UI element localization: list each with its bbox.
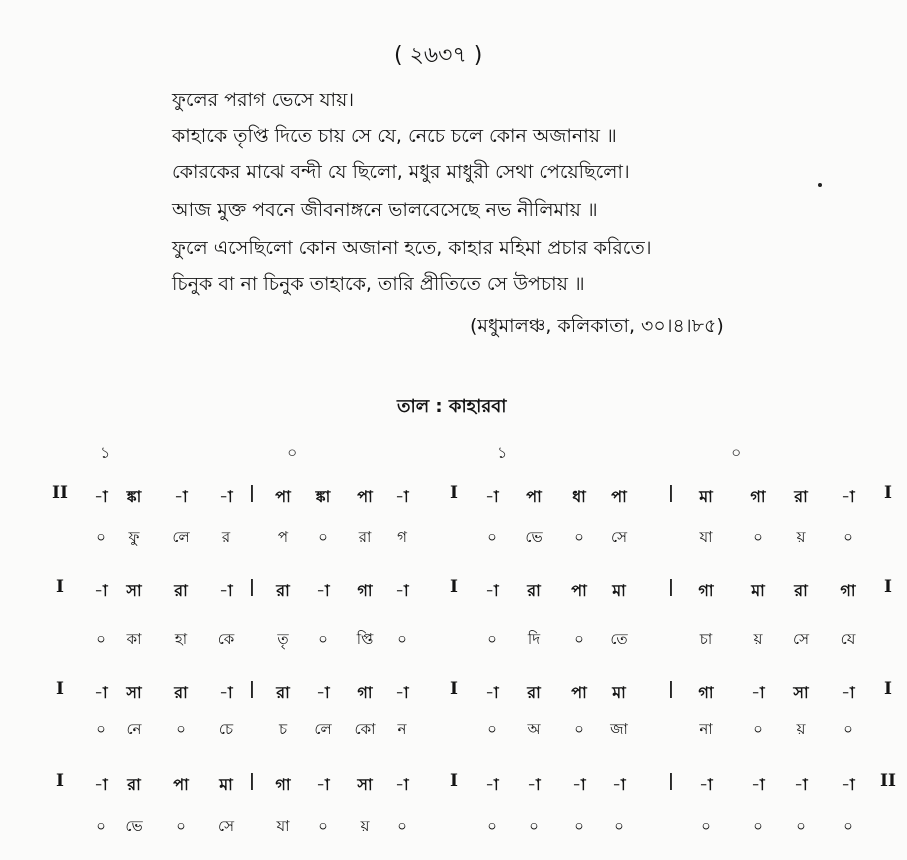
bar-line: | xyxy=(667,483,675,503)
lyric-syllable: ০ xyxy=(487,630,497,648)
swara-cell: গা xyxy=(275,775,291,794)
swara-cell: -া xyxy=(485,581,499,600)
lyric-syllable: তে xyxy=(610,630,628,648)
swara-cell: -া xyxy=(572,775,586,794)
source-credit: (মধুমালঞ্চ, কলিকাতা, ৩০।৪।৮৫) xyxy=(470,315,724,337)
bar-line: | xyxy=(248,577,256,597)
swara-cell: -া xyxy=(219,683,233,702)
lyric-syllable: ০ xyxy=(397,630,407,648)
bar-line: II xyxy=(880,771,896,791)
lyric-line-4: আজ মুক্ত পবনে জীবনাঙ্গনে ভালবেসেছে নভ নীলিমায় ॥ xyxy=(172,199,598,221)
swara-cell: -া xyxy=(841,775,855,794)
lyric-syllable: ০ xyxy=(487,528,497,546)
lyric-line-5: ফুলে এসেছিলো কোন অজানা হতে, কাহার মহিমা প্রচার করিতে। xyxy=(172,237,652,259)
swara-cell: -া xyxy=(395,683,409,702)
bar-line: I xyxy=(884,679,892,699)
lyric-syllable: র xyxy=(221,528,231,546)
lyric-syllable: লে xyxy=(314,720,332,738)
swara-cell: সা xyxy=(126,683,142,702)
ink-speck xyxy=(818,183,822,187)
swara-cell: রা xyxy=(276,683,290,702)
swara-cell: -া xyxy=(395,775,409,794)
swara-cell: সা xyxy=(126,581,142,600)
bar-line: | xyxy=(248,679,256,699)
swara-cell: পা xyxy=(571,581,587,600)
lyric-syllable: য় xyxy=(796,528,806,546)
beat-marker: ০ xyxy=(287,443,298,462)
swara-cell: -া xyxy=(316,581,330,600)
bar-line: | xyxy=(667,771,675,791)
swara-cell: -া xyxy=(395,487,409,506)
swara-cell: ঙ্কা xyxy=(126,487,142,506)
lyric-syllable: হা xyxy=(174,630,188,648)
lyric-syllable: য় xyxy=(796,720,806,738)
lyric-syllable: চে xyxy=(218,720,234,738)
lyric-syllable: সে xyxy=(611,528,627,546)
swara-cell: সা xyxy=(357,775,373,794)
lyric-line-6: চিনুক বা না চিনুক তাহাকে, তারি প্রীতিতে সে উপচায় ॥ xyxy=(172,273,585,295)
lyric-syllable: রা xyxy=(358,528,372,546)
lyric-syllable: ন xyxy=(397,720,407,738)
lyric-syllable: ০ xyxy=(96,528,106,546)
lyric-syllable: ০ xyxy=(487,720,497,738)
swara-cell: পা xyxy=(571,683,587,702)
lyric-syllable: ০ xyxy=(96,817,106,835)
swara-cell: গা xyxy=(357,581,373,600)
lyric-syllable: কে xyxy=(217,630,235,648)
lyric-syllable: ফু xyxy=(128,528,140,546)
lyric-syllable: চ xyxy=(278,720,288,738)
swara-cell: ঙ্কা xyxy=(315,487,331,506)
lyric-syllable: তৃ xyxy=(277,630,289,648)
lyric-syllable: ০ xyxy=(318,528,328,546)
lyric-syllable: ০ xyxy=(397,817,407,835)
swara-cell: -া xyxy=(485,487,499,506)
lyric-syllable: যে xyxy=(840,630,856,648)
swara-cell: -া xyxy=(699,775,713,794)
bar-line: I xyxy=(56,679,64,699)
swara-cell: মা xyxy=(751,581,765,600)
lyric-syllable: ০ xyxy=(614,817,624,835)
swara-cell: -া xyxy=(219,487,233,506)
bar-line: I xyxy=(450,679,458,699)
swara-cell: গা xyxy=(840,581,856,600)
swara-cell: রা xyxy=(527,683,541,702)
swara-cell: পা xyxy=(275,487,291,506)
swara-cell: ধা xyxy=(572,487,586,506)
bar-line: | xyxy=(248,483,256,503)
taal-label: তাল : কাহারবা xyxy=(397,396,507,417)
bar-line: I xyxy=(56,577,64,597)
lyric-syllable: না xyxy=(699,720,713,738)
lyric-syllable: যা xyxy=(276,817,290,835)
lyric-syllable: কো xyxy=(354,720,376,738)
bar-line: I xyxy=(450,577,458,597)
swara-cell: রা xyxy=(174,581,188,600)
swara-cell: রা xyxy=(794,581,808,600)
swara-cell: পা xyxy=(173,775,189,794)
lyric-syllable: ০ xyxy=(318,817,328,835)
lyric-syllable: কা xyxy=(126,630,142,648)
lyric-syllable: ০ xyxy=(318,630,328,648)
swara-cell: -া xyxy=(94,581,108,600)
swara-cell: রা xyxy=(127,775,141,794)
swara-cell: -া xyxy=(841,487,855,506)
lyric-syllable: ০ xyxy=(843,528,853,546)
bar-line: II xyxy=(52,483,68,503)
beat-marker: ১ xyxy=(497,443,508,462)
lyric-syllable: ০ xyxy=(574,528,584,546)
bar-line: I xyxy=(450,483,458,503)
lyric-syllable: ০ xyxy=(574,630,584,648)
swara-cell: পা xyxy=(611,487,627,506)
lyric-syllable: ভে xyxy=(125,817,143,835)
swara-cell: রা xyxy=(174,683,188,702)
lyric-syllable: লে xyxy=(172,528,190,546)
swara-cell: -া xyxy=(219,581,233,600)
lyric-line-3: কোরকের মাঝে বন্দী যে ছিলো, মধুর মাধুরী সেথা পেয়েছিলো। xyxy=(172,161,630,183)
swara-cell: গা xyxy=(698,683,714,702)
swara-cell: -া xyxy=(174,487,188,506)
lyric-syllable: ০ xyxy=(796,817,806,835)
swara-cell: গা xyxy=(698,581,714,600)
lyric-syllable: জা xyxy=(610,720,628,738)
beat-marker: ১ xyxy=(100,443,111,462)
swara-cell: গা xyxy=(357,683,373,702)
lyric-syllable: নে xyxy=(126,720,142,738)
bar-line: I xyxy=(884,577,892,597)
lyric-syllable: ০ xyxy=(96,720,106,738)
song-number: ( ২৬৩৭ ) xyxy=(394,43,483,68)
lyric-syllable: ০ xyxy=(843,817,853,835)
swara-cell: -া xyxy=(527,775,541,794)
lyric-syllable: য় xyxy=(360,817,370,835)
swara-cell: রা xyxy=(794,487,808,506)
swara-cell: -া xyxy=(751,683,765,702)
lyric-syllable: ০ xyxy=(701,817,711,835)
swara-cell: -া xyxy=(485,775,499,794)
lyric-line-1: ফুলের পরাগ ভেসে যায়। xyxy=(172,89,355,111)
lyric-syllable: ০ xyxy=(574,817,584,835)
swara-cell: পা xyxy=(357,487,373,506)
swara-cell: গা xyxy=(750,487,766,506)
swara-cell: -া xyxy=(94,683,108,702)
lyric-syllable: সে xyxy=(793,630,809,648)
swara-cell: -া xyxy=(94,775,108,794)
lyric-syllable: গ xyxy=(397,528,407,546)
lyric-syllable: অ xyxy=(527,720,541,738)
bar-line: | xyxy=(667,679,675,699)
swara-cell: মা xyxy=(612,683,626,702)
swara-cell: মা xyxy=(219,775,233,794)
lyric-syllable: সে xyxy=(218,817,234,835)
lyric-line-2: কাহাকে তৃপ্তি দিতে চায় সে যে, নেচে চলে কোন অজানায় ॥ xyxy=(172,125,617,147)
bar-line: I xyxy=(884,483,892,503)
lyric-syllable: ০ xyxy=(574,720,584,738)
swara-cell: -া xyxy=(841,683,855,702)
swara-cell: রা xyxy=(276,581,290,600)
bar-line: I xyxy=(56,771,64,791)
swara-cell: -া xyxy=(316,683,330,702)
swara-cell: রা xyxy=(527,581,541,600)
swara-cell: -া xyxy=(612,775,626,794)
lyric-syllable: ০ xyxy=(176,720,186,738)
lyric-syllable: ০ xyxy=(843,720,853,738)
lyric-syllable: ০ xyxy=(753,528,763,546)
lyric-syllable: ০ xyxy=(96,630,106,648)
swara-cell: -া xyxy=(395,581,409,600)
lyric-syllable: ০ xyxy=(176,817,186,835)
lyric-syllable: য় xyxy=(753,630,763,648)
bar-line: | xyxy=(248,771,256,791)
lyric-syllable: ০ xyxy=(753,720,763,738)
lyric-syllable: দি xyxy=(527,630,541,648)
lyric-syllable: ০ xyxy=(487,817,497,835)
swara-cell: -া xyxy=(794,775,808,794)
swara-cell: পা xyxy=(526,487,542,506)
lyric-syllable: ভে xyxy=(525,528,543,546)
bar-line: I xyxy=(450,771,458,791)
swara-cell: -া xyxy=(316,775,330,794)
swara-cell: মা xyxy=(699,487,713,506)
swara-cell: -া xyxy=(485,683,499,702)
lyric-syllable: প্তি xyxy=(356,630,374,648)
lyric-syllable: ০ xyxy=(529,817,539,835)
lyric-syllable: যা xyxy=(699,528,713,546)
swara-cell: সা xyxy=(793,683,809,702)
swara-cell: মা xyxy=(612,581,626,600)
beat-marker: ০ xyxy=(731,443,742,462)
lyric-syllable: চা xyxy=(699,630,713,648)
lyric-syllable: ০ xyxy=(753,817,763,835)
swara-cell: -া xyxy=(751,775,765,794)
bar-line: | xyxy=(667,577,675,597)
lyric-syllable: প xyxy=(277,528,289,546)
swara-cell: -া xyxy=(94,487,108,506)
